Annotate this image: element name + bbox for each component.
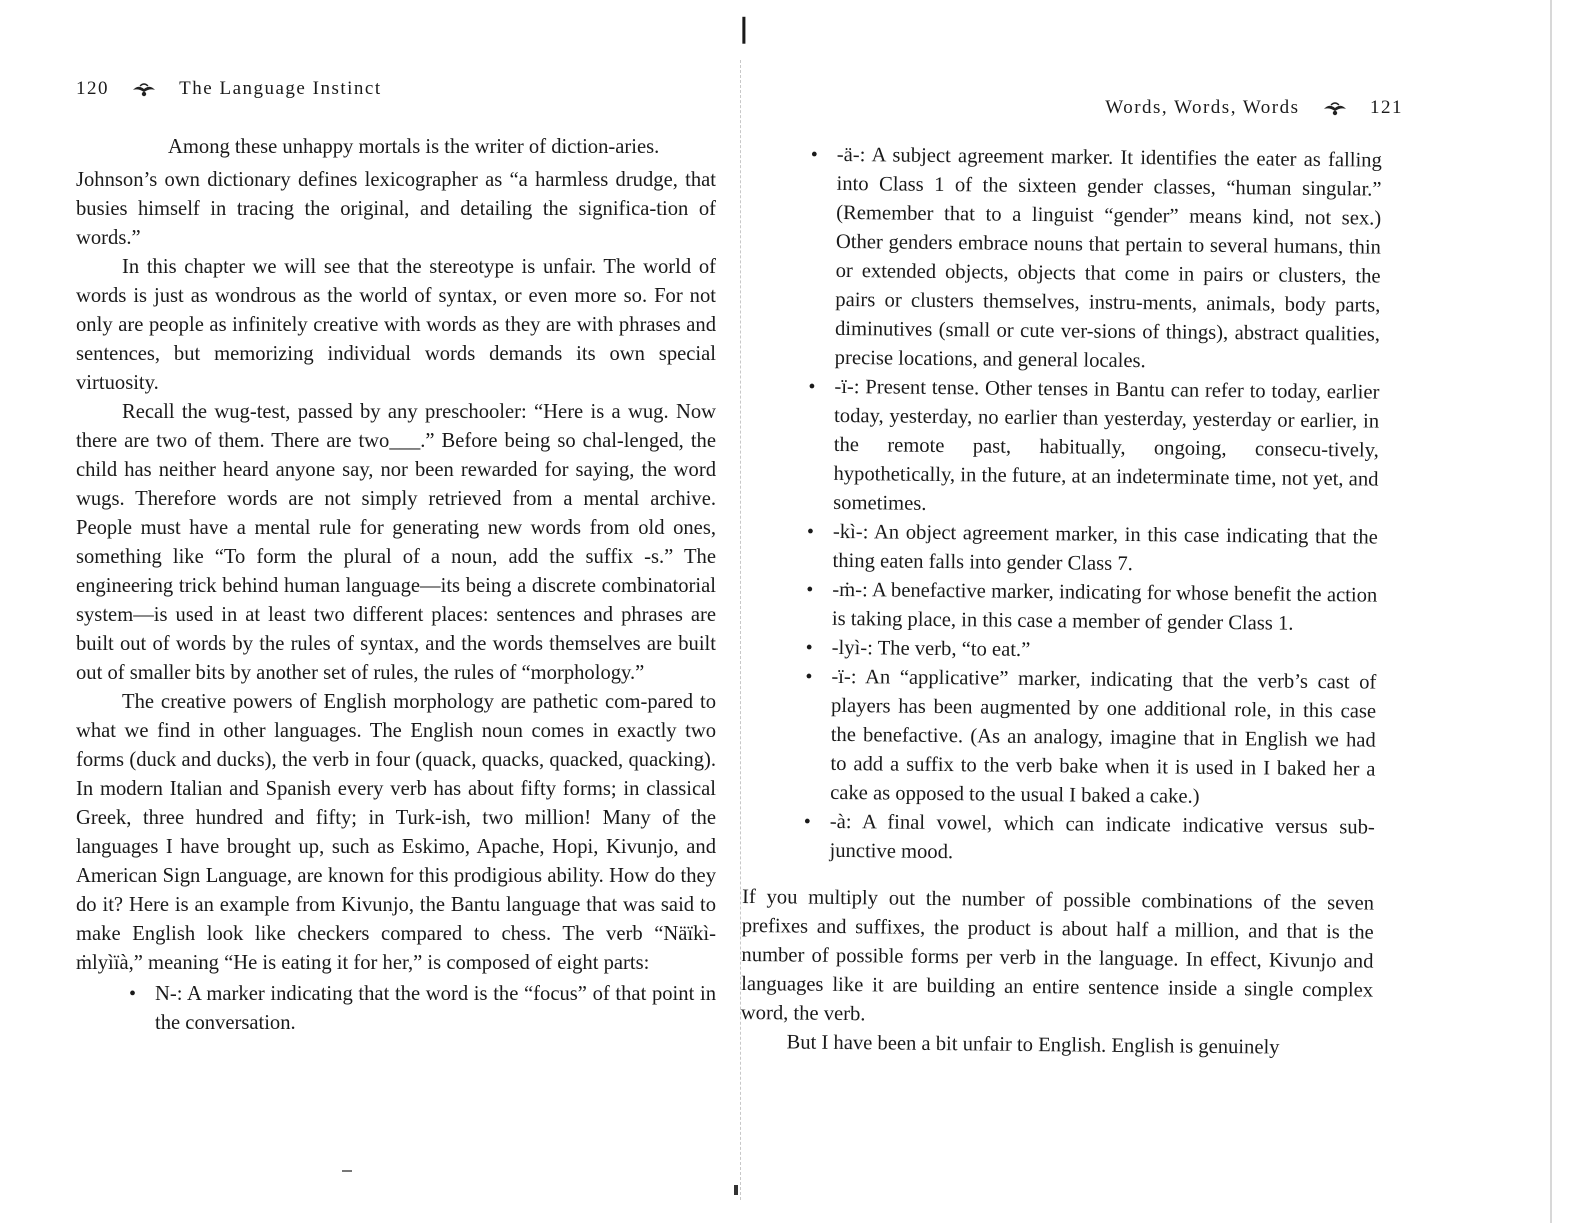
paragraph: If you multiply out the number of possible combinations of the seven prefixes and suffixes, the product is about half a million, and that is the number of possible forms per verb in the language. In effect, Kivunjo and languages like it are building an entire sentence inside a single complex word, the verb. xyxy=(740,885,1375,1026)
list-item: • -ï-: An “applicative” marker, indicating that the verb’s cast of players has been augmented by one additional role, in this case the benefactive. (As an analogy, imagine that in English we had to add a suffix to the verb bake when it is used in I baked her a cake as opposed to the usual I baked a cake.) xyxy=(816,663,1376,814)
paragraph: Johnson’s own dictionary defines lexicographer as “a harmless drudge, that busies himself in tracing the original, and detailing the significa-tion of words.” xyxy=(76,169,716,249)
list-item: • -lyì-: The verb, “to eat.” xyxy=(818,634,1377,669)
gutter-tick xyxy=(734,1185,738,1195)
left-running-head xyxy=(76,78,382,100)
right-body-text xyxy=(740,140,1382,1064)
list-item: • -kì-: An object agreement marker, in this case indicating that the thing eaten falls into gender Class 7. xyxy=(818,518,1378,582)
left-body-text xyxy=(76,133,716,1038)
right-page-number: 121 xyxy=(1370,97,1403,118)
fleuron-ornament-icon xyxy=(1322,101,1348,117)
morpheme-list xyxy=(76,980,716,1038)
epigraph-tail: Among these unhappy mortals is the writer of diction-aries. xyxy=(168,136,660,158)
fleuron-ornament-icon xyxy=(131,82,157,98)
right-chapter-title: Words, Words, Words xyxy=(1105,97,1300,118)
gutter-mark: ❘ xyxy=(733,14,755,43)
list-item: • N-: A marker indicating that the word is the “focus” of that point in the conversation. xyxy=(141,980,716,1038)
list-item: • -ä-: A subject agreement marker. It identifies the eater as falling into Class 1 of the sixteen gender classes, “human singular.” (Remember that to a linguist “gender” means kind, not sex.) Other genders embrace nouns that pertain to several humans, thin or extended objects, objects that come in pairs or clusters, the pairs or clusters themselves, instru-ments, animals, body parts, diminutives (small or cute ver-sions of things), abstract qualities, precise locations, and general locales. xyxy=(821,141,1382,379)
paragraph: In this chapter we will see that the stereotype is unfair. The world of words is just as wondrous as the world of syntax, or even more so. For not only are people as infinitely creative with words as they are with phrases and sentences, but memorizing individual words demands its own special virtuosity. xyxy=(76,256,716,394)
paragraph: But I have been a bit unfair to English. English is genuinely xyxy=(786,1031,1280,1059)
left-page-number: 120 xyxy=(76,78,109,99)
paragraph: The creative powers of English morphology are pathetic com-pared to what we find in other languages. The English noun comes in exactly two forms (duck and ducks), the verb in four (quack, quacks, quacked, quacking). In modern Italian and Spanish every verb has about fifty forms; in classical Greek, three hundred and fifty; in Turk-ish, two million! Many of the languages I have brought up, such as Eskimo, Apache, Hopi, Kivunjo, and American Sign Language, are known for this prodigious ability. How do they do it? Here is an example from Kivunjo, the Bantu language that was said to make English look like checkers compared to chess. The verb “Näïkì-ṁlyìïà,” meaning “He is eating it for her,” is composed of eight parts: xyxy=(76,691,716,974)
right-running-head xyxy=(1105,97,1403,119)
morpheme-list xyxy=(742,140,1382,872)
list-item: • -ṁ-: A benefactive marker, indicating for whose benefit the action is taking place, in this case a member of gender Class 1. xyxy=(818,576,1378,640)
left-book-title: The Language Instinct xyxy=(179,78,382,99)
list-item: • -à: A final vowel, which can indicate indicative versus sub-junctive mood. xyxy=(815,808,1375,872)
paragraph: Recall the wug-test, passed by any preschooler: “Here is a wug. Now there are two of them. There are two___.” Before being so chal-lenged, the child has neither heard anyone say, nor been rewarded for saying, the word wugs. Therefore words are not simply retrieved from a mental archive. People must have a mental rule for generating new words from old ones, something like “To form the plural of a noun, add the suffix -s.” The engineering trick behind human language—its being a discrete combinatorial system—is used in at least two different places: sentences and phrases are built out of words by the rules of syntax, and the words themselves are built out of smaller bits by another set of rules, the rules of “morphology.” xyxy=(76,401,716,684)
list-item: • -ï-: Present tense. Other tenses in Bantu can refer to today, earlier today, yesterday, no earlier than yesterday, yesterday or earlier, in the remote past, habitually, ongoing, consecu-tively, hypothetically, in the future, at an indeterminate time, not yet, and sometimes. xyxy=(819,373,1379,524)
scan-speck xyxy=(342,1170,352,1172)
left-page xyxy=(0,0,745,1223)
right-page xyxy=(740,0,1585,1223)
